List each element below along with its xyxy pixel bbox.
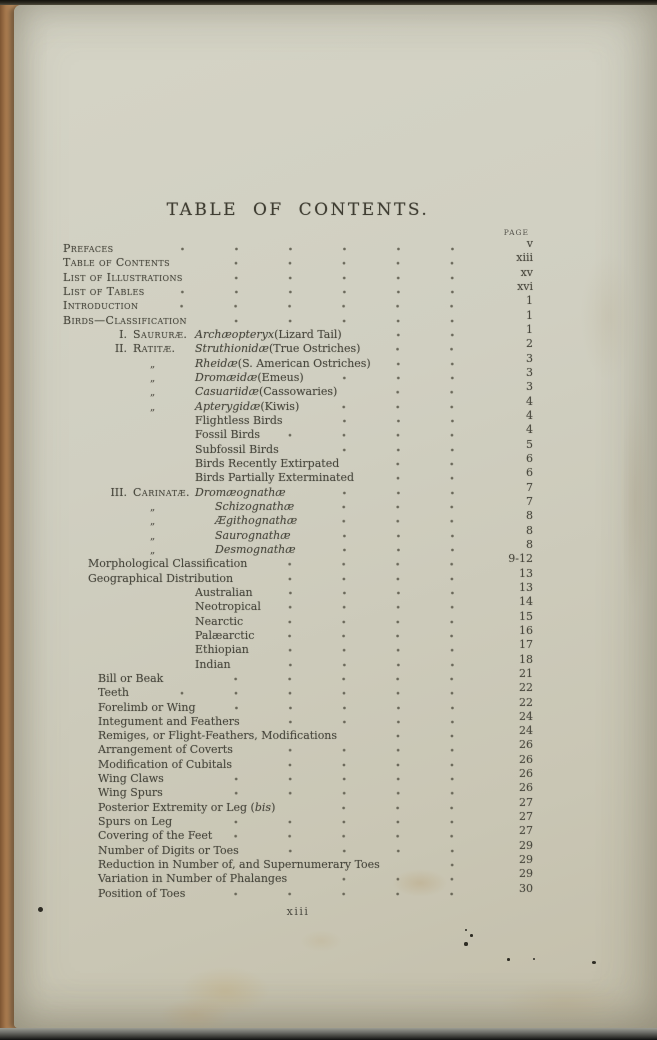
entry-title: Morphological Classification bbox=[88, 557, 248, 571]
entry-title: Birds—Classification bbox=[63, 313, 187, 327]
toc-row bbox=[63, 623, 533, 643]
page-number: 4 bbox=[526, 423, 533, 437]
dot-leader bbox=[218, 701, 483, 715]
entry-title: Indian bbox=[195, 657, 231, 671]
dot-leader bbox=[255, 572, 483, 586]
dot-leader bbox=[282, 428, 483, 442]
ink-speck bbox=[465, 929, 467, 931]
toc-row bbox=[63, 795, 533, 815]
ink-speck bbox=[470, 934, 473, 937]
page-number: 26 bbox=[519, 781, 533, 795]
ink-speck bbox=[507, 958, 510, 961]
entry-title: Neotropical bbox=[195, 600, 261, 614]
toc-row bbox=[63, 380, 533, 399]
entry-title: Desmognathæ bbox=[215, 542, 296, 556]
book-page bbox=[14, 5, 657, 1028]
entry-title: Reduction in Number of, and Supernumerary Toes bbox=[98, 858, 380, 872]
page-number: 7 bbox=[526, 480, 533, 494]
dot-leader bbox=[321, 400, 483, 414]
dot-leader bbox=[194, 815, 483, 829]
page-number: 1 bbox=[526, 294, 533, 308]
book-cover-top-edge bbox=[0, 0, 657, 5]
page-number: 16 bbox=[519, 623, 533, 637]
page-number: 5 bbox=[526, 437, 533, 451]
toc-row bbox=[63, 724, 533, 743]
dot-leader bbox=[192, 256, 483, 270]
page-number: 27 bbox=[519, 795, 533, 809]
entry-title: Ægithognathæ bbox=[215, 514, 298, 528]
page-number: 1 bbox=[526, 308, 533, 322]
toc-row bbox=[63, 322, 533, 342]
entry-title: Wing Claws bbox=[98, 772, 164, 786]
toc-row bbox=[63, 466, 533, 485]
toc-row bbox=[63, 767, 533, 786]
dot-leader bbox=[234, 829, 483, 843]
entry-title: Remiges, or Flight-Feathers, Modifications bbox=[98, 729, 338, 743]
foxing-stain bbox=[580, 251, 636, 381]
dot-leader bbox=[253, 658, 483, 672]
entry-title: Spurs on Leg bbox=[98, 815, 173, 829]
ditto-mark: „ bbox=[150, 516, 156, 528]
toc-row bbox=[63, 523, 533, 543]
ink-speck bbox=[533, 958, 535, 960]
toc-row bbox=[63, 494, 533, 514]
toc-row bbox=[63, 781, 533, 800]
entry-title: Archæopteryx bbox=[195, 327, 275, 341]
entry-title: Ethiopian bbox=[195, 643, 249, 657]
toc-row bbox=[63, 308, 533, 328]
toc-row bbox=[63, 752, 533, 772]
toc-rows bbox=[63, 237, 533, 901]
page-number: 21 bbox=[519, 666, 533, 680]
entry-title: Integument and Feathers bbox=[98, 714, 240, 728]
page-title: TABLE OF CONTENTS. bbox=[166, 200, 430, 220]
ditto-mark: „ bbox=[150, 372, 156, 384]
page-number: 6 bbox=[526, 466, 533, 480]
toc-row bbox=[63, 265, 533, 285]
dot-leader bbox=[283, 600, 483, 614]
dot-leader bbox=[402, 858, 483, 872]
entry-title: Variation in Number of Phalanges bbox=[98, 872, 288, 886]
folio-number: xiii bbox=[286, 905, 310, 918]
page-number: 24 bbox=[519, 709, 533, 723]
entry-title: ) bbox=[271, 800, 276, 814]
toc-row bbox=[63, 638, 533, 657]
dot-leader bbox=[271, 643, 483, 657]
dot-leader bbox=[359, 385, 483, 399]
ditto-mark: „ bbox=[150, 530, 156, 542]
page-number: 17 bbox=[519, 638, 533, 652]
page-number: 27 bbox=[519, 824, 533, 838]
entry-title: Birds Recently Extirpated bbox=[195, 456, 340, 470]
page-number: 13 bbox=[519, 566, 533, 580]
page-number: 18 bbox=[519, 652, 533, 666]
ink-speck bbox=[592, 961, 596, 964]
entry-title: Palæarctic bbox=[195, 628, 255, 642]
page-number: 4 bbox=[526, 408, 533, 422]
entry-title: List of Tables bbox=[63, 284, 145, 298]
dot-leader bbox=[318, 543, 483, 557]
page-number: 24 bbox=[519, 724, 533, 738]
page-number: xiii bbox=[516, 251, 533, 265]
ditto-mark: „ bbox=[150, 544, 156, 556]
dot-leader bbox=[186, 772, 483, 786]
dot-leader bbox=[359, 729, 483, 743]
dot-leader bbox=[376, 471, 483, 485]
entry-title: Rheidæ bbox=[195, 356, 238, 370]
entry-title: Nearctic bbox=[195, 614, 244, 628]
entry-title: (Emeus) bbox=[257, 370, 304, 384]
dot-leader bbox=[393, 357, 483, 371]
toc-row bbox=[63, 810, 533, 829]
dot-leader bbox=[265, 615, 483, 629]
toc-row bbox=[63, 351, 533, 371]
toc-row bbox=[63, 867, 533, 886]
page-number: 3 bbox=[526, 365, 533, 379]
entry-title: Apterygidæ bbox=[195, 399, 261, 413]
entry-title: Geographical Distribution bbox=[88, 571, 234, 585]
entry-title: List of Illustrations bbox=[63, 270, 183, 284]
dot-leader bbox=[261, 844, 483, 858]
entry-title: (True Ostriches) bbox=[268, 342, 361, 356]
toc-row bbox=[63, 279, 533, 299]
page-number: xv bbox=[520, 265, 533, 279]
entry-title: Introduction bbox=[63, 299, 139, 313]
entry-title: Fossil Birds bbox=[195, 428, 261, 442]
toc-row bbox=[63, 451, 533, 471]
entry-title: Schizognathæ bbox=[215, 499, 295, 513]
dot-leader bbox=[205, 271, 483, 285]
entry-title: Table of Contents bbox=[63, 256, 171, 270]
page-number: 7 bbox=[526, 494, 533, 508]
section-numeral: I. bbox=[119, 327, 127, 341]
toc-row bbox=[63, 738, 533, 757]
toc-row bbox=[63, 681, 533, 700]
toc-row bbox=[63, 237, 533, 256]
toc-row bbox=[63, 294, 533, 313]
page-number: 3 bbox=[526, 351, 533, 365]
page-number: 8 bbox=[526, 523, 533, 537]
entry-title: Casuariidæ bbox=[195, 385, 259, 399]
section-name: Ratitæ. bbox=[133, 342, 176, 356]
page-number: 13 bbox=[519, 580, 533, 594]
toc-row bbox=[63, 509, 533, 528]
dot-leader bbox=[136, 242, 483, 256]
toc-row bbox=[63, 337, 533, 356]
ditto-mark: „ bbox=[150, 501, 156, 513]
page-number: 9-12 bbox=[508, 552, 533, 566]
toc-row bbox=[63, 595, 533, 614]
dot-leader bbox=[254, 758, 483, 772]
toc-row bbox=[63, 437, 533, 457]
foxing-stain bbox=[620, 391, 650, 611]
toc-row bbox=[63, 652, 533, 672]
dot-leader bbox=[301, 443, 483, 457]
dot-leader bbox=[262, 715, 483, 729]
entry-title: bis bbox=[254, 800, 272, 814]
page-number: 29 bbox=[519, 867, 533, 881]
toc-row bbox=[63, 394, 533, 414]
page-number: 14 bbox=[519, 595, 533, 609]
entry-title: Struthionidæ bbox=[195, 342, 269, 356]
page-number: 29 bbox=[519, 838, 533, 852]
toc-row bbox=[63, 580, 533, 600]
entry-title: (S. American Ostriches) bbox=[237, 356, 371, 370]
page-number: 29 bbox=[519, 853, 533, 867]
entry-title: Birds Partially Exterminated bbox=[195, 471, 354, 485]
dot-leader bbox=[313, 529, 483, 543]
page-number: 30 bbox=[519, 881, 533, 895]
toc-row bbox=[63, 408, 533, 428]
dot-leader bbox=[361, 457, 483, 471]
toc-row bbox=[63, 838, 533, 858]
page-number: 15 bbox=[519, 609, 533, 623]
entry-title: (Cassowaries) bbox=[258, 385, 338, 399]
entry-title: Covering of the Feet bbox=[98, 829, 213, 843]
entry-title: Dromæidæ bbox=[195, 370, 258, 384]
entry-title: Australian bbox=[195, 585, 253, 599]
section-numeral: III. bbox=[110, 485, 127, 499]
toc-row bbox=[63, 552, 533, 571]
page-number: xvi bbox=[517, 279, 533, 293]
dot-leader bbox=[269, 557, 483, 571]
dot-leader bbox=[276, 629, 483, 643]
toc-content bbox=[63, 5, 533, 1028]
entry-title: Subfossil Birds bbox=[195, 442, 279, 456]
toc-row bbox=[63, 709, 533, 729]
entry-title: Forelimb or Wing bbox=[98, 700, 196, 714]
page-number: 27 bbox=[519, 810, 533, 824]
page-number: 26 bbox=[519, 767, 533, 781]
page-number: 2 bbox=[526, 337, 533, 351]
page-number: 22 bbox=[519, 695, 533, 709]
page-number: v bbox=[526, 237, 533, 250]
dot-leader bbox=[309, 872, 483, 886]
entry-title: Flightless Birds bbox=[195, 413, 283, 427]
entry-title: (Lizard Tail) bbox=[274, 327, 342, 341]
dot-leader bbox=[275, 586, 483, 600]
dot-leader bbox=[255, 743, 483, 757]
page-number: 8 bbox=[526, 509, 533, 523]
page-number: 6 bbox=[526, 451, 533, 465]
section-numeral: II. bbox=[114, 342, 127, 356]
toc-row bbox=[63, 824, 533, 843]
entry-title: Modification of Cubitals bbox=[98, 757, 233, 771]
entry-title: Number of Digits or Toes bbox=[98, 843, 239, 857]
dot-leader bbox=[167, 285, 483, 299]
dot-leader bbox=[319, 514, 483, 528]
dot-leader bbox=[308, 486, 483, 500]
entry-title: (Kiwis) bbox=[260, 399, 300, 413]
toc-row bbox=[63, 480, 533, 500]
dot-leader bbox=[207, 887, 483, 901]
page-number: 26 bbox=[519, 752, 533, 766]
toc-row bbox=[63, 853, 533, 872]
ditto-mark: „ bbox=[150, 401, 156, 413]
page-number: 22 bbox=[519, 681, 533, 695]
entry-title: Saurognathæ bbox=[215, 528, 291, 542]
page-number: 4 bbox=[526, 394, 533, 408]
page-number: 8 bbox=[526, 537, 533, 551]
ink-speck bbox=[38, 907, 43, 912]
entry-title: Posterior Extremity or Leg ( bbox=[98, 800, 255, 814]
dot-leader bbox=[297, 801, 483, 815]
toc-row bbox=[63, 609, 533, 629]
entry-title: Wing Spurs bbox=[98, 786, 163, 800]
dot-leader bbox=[305, 414, 483, 428]
toc-row bbox=[63, 695, 533, 715]
toc-row bbox=[63, 566, 533, 586]
page-number: 3 bbox=[526, 380, 533, 394]
section-name: Saururæ. bbox=[133, 327, 188, 341]
entry-title: Prefaces bbox=[63, 242, 114, 255]
page-number: 26 bbox=[519, 738, 533, 752]
page-column-label: PAGE bbox=[503, 228, 529, 237]
ditto-mark: „ bbox=[150, 387, 156, 399]
entry-title: Bill or Beak bbox=[98, 671, 164, 685]
entry-title: Arrangement of Coverts bbox=[98, 743, 233, 757]
dot-leader bbox=[151, 686, 483, 700]
book-bottom-edge bbox=[0, 1028, 657, 1040]
toc-row bbox=[63, 666, 533, 686]
dot-leader bbox=[382, 342, 483, 356]
toc-row bbox=[63, 365, 533, 385]
dot-leader bbox=[364, 328, 483, 342]
dot-leader bbox=[316, 500, 483, 514]
dot-leader bbox=[160, 299, 483, 313]
entry-title: Teeth bbox=[98, 686, 130, 700]
dot-leader bbox=[185, 786, 483, 800]
page-number: 1 bbox=[526, 322, 533, 336]
section-name: Carinatæ. bbox=[133, 485, 191, 499]
ditto-mark: „ bbox=[150, 358, 156, 370]
ink-speck bbox=[464, 942, 468, 946]
dot-leader bbox=[326, 371, 483, 385]
entry-title: Position of Toes bbox=[98, 886, 186, 900]
dot-leader bbox=[185, 672, 483, 686]
dot-leader bbox=[209, 314, 483, 328]
toc-row bbox=[63, 251, 533, 270]
entry-title: Dromæognathæ bbox=[195, 485, 286, 499]
toc-row bbox=[63, 881, 533, 901]
toc-row bbox=[63, 423, 533, 442]
toc-row bbox=[63, 537, 533, 557]
